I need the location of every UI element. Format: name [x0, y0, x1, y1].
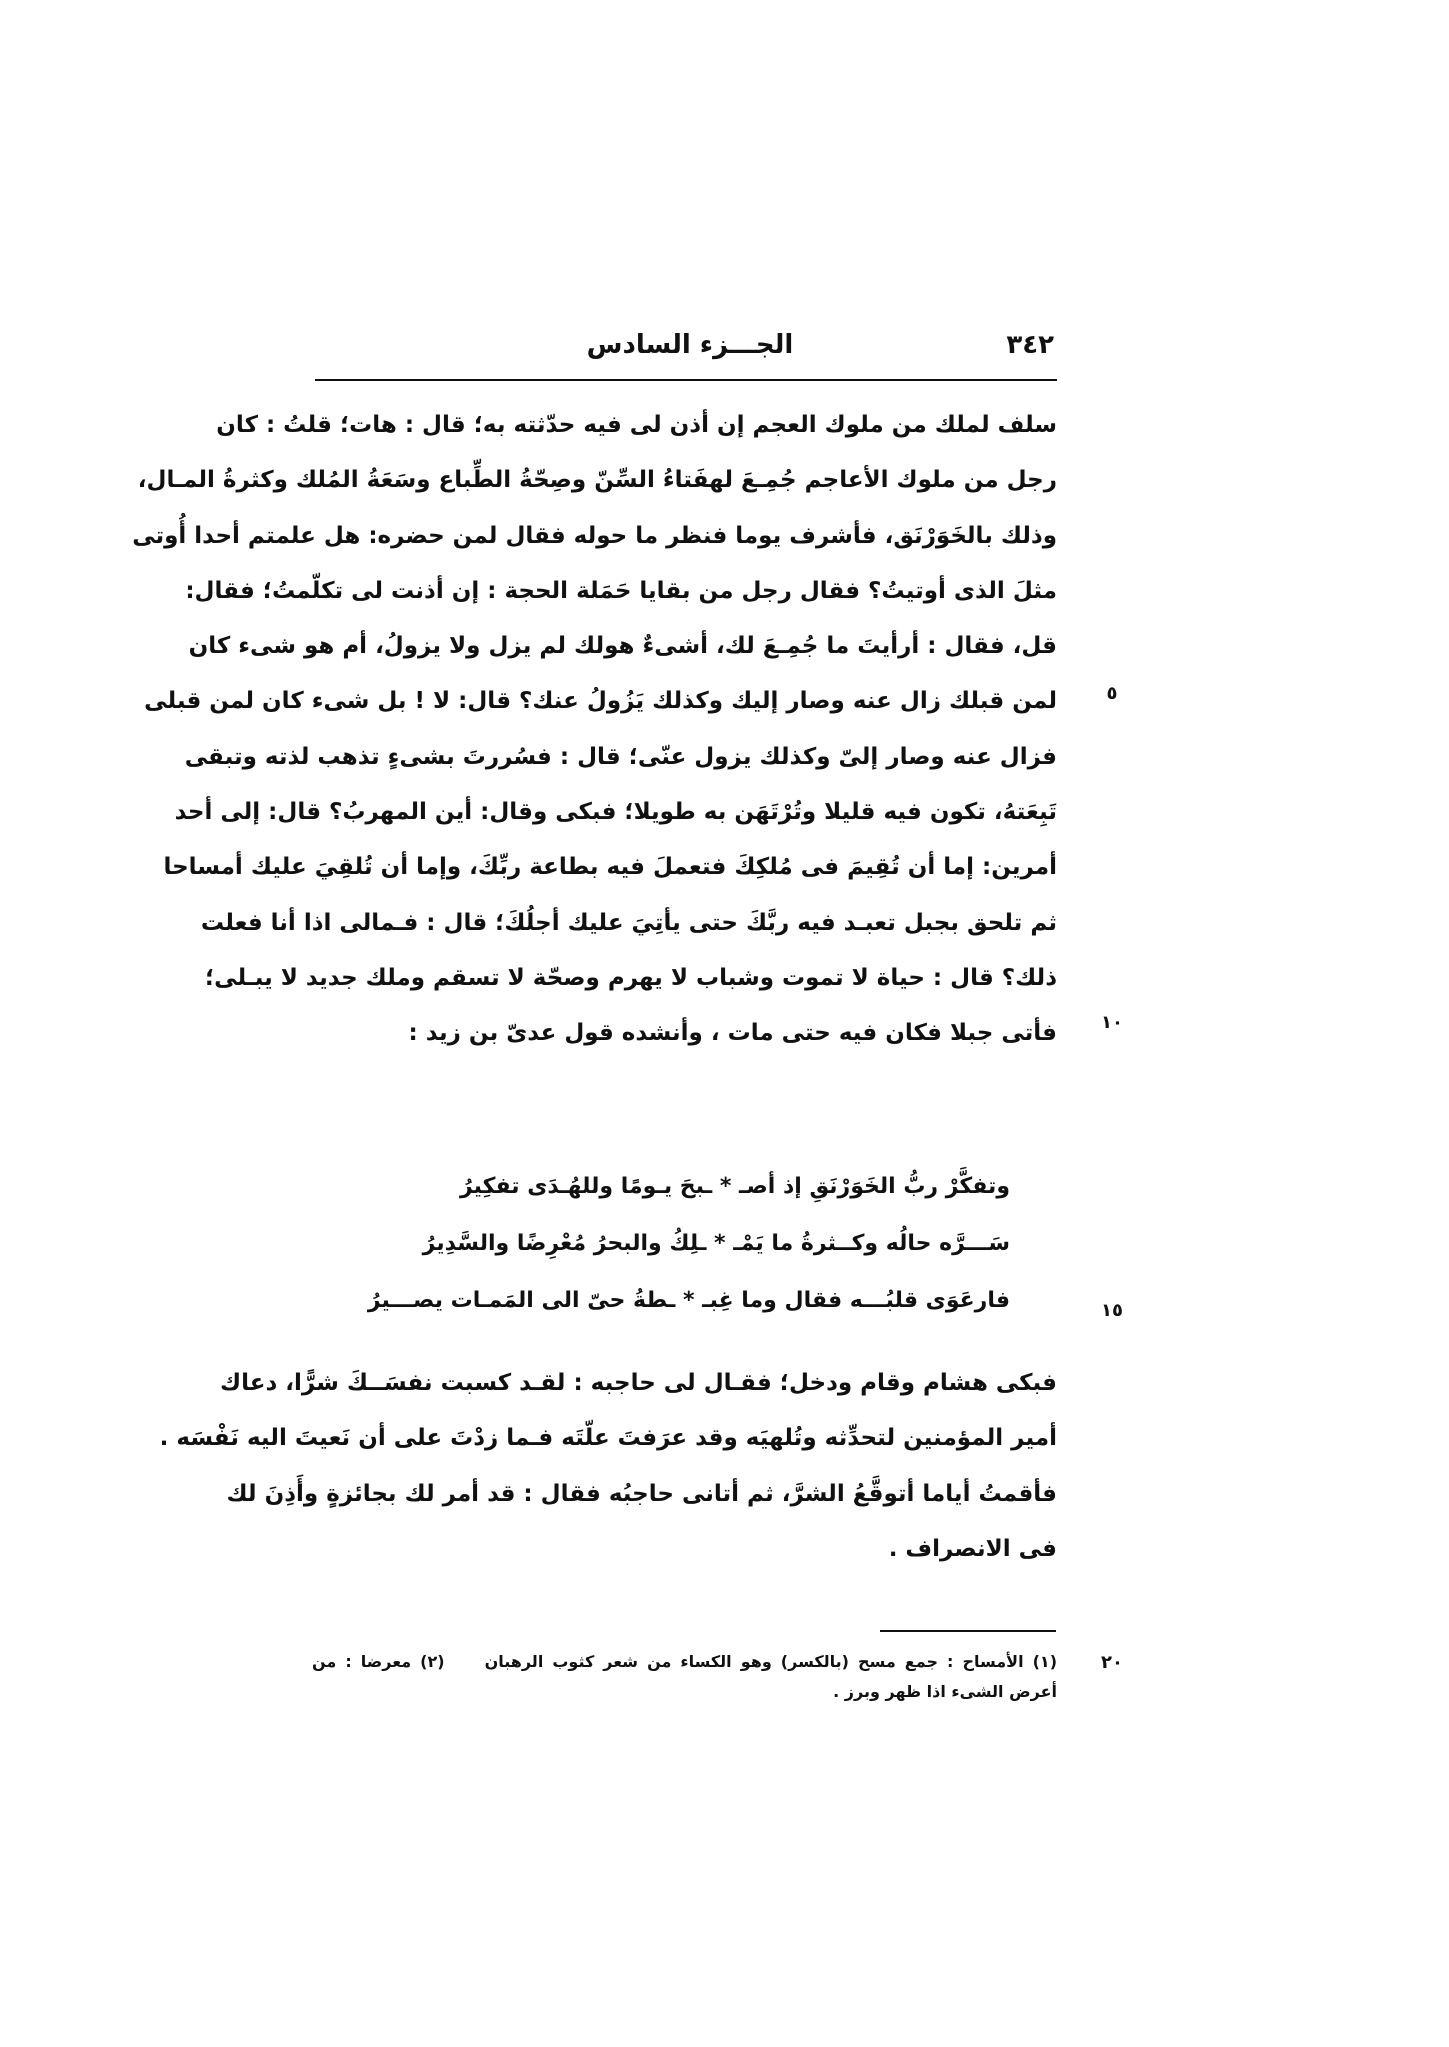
poem-verse: وتفكَّرْ ربُّ الخَوَرْنَقِ إذ أصـ * ـبحَ يـومًا وللهُـدَى تفكِيرُ — [459, 1174, 1010, 1199]
text-line: ثم تلحق بجبل تعبـد فيه ربَّكَ حتى يأتِيَ عليك أجلُكَ؛ قال : فـمالى اذا أنا فعلت — [200, 909, 1057, 936]
text-line: سلف لملك من ملوك العجم إن أذن لى فيه حدّثته به؛ قال : هات؛ قلتُ : كان — [216, 412, 1057, 438]
text-line: فبكى هشام وقام ودخل؛ فقـال لى حاجبه : لقـد كسبت نفسَــكَ شرًّا، دعاك — [220, 1370, 1057, 1396]
header-rule — [315, 379, 1057, 381]
footnote-rule — [880, 1630, 1056, 1632]
text-line: أمرين: إما أن تُقِيمَ فى مُلكِكَ فتعملَ فيه بطاعة ربِّكَ، وإما أن تُلقِيَ عليك أمساحا — [163, 854, 1057, 881]
footnote-line — [312, 1652, 1057, 1671]
body-text-block — [132, 398, 1057, 1062]
text-line: أمير المؤمنين لتحدِّثه وتُلهيَه وقد عرَفتَ علّتَه فـما زدْتَ على أن نَعيتَ اليه نَفْسَه . — [159, 1425, 1057, 1452]
line-number-marker: ٥ — [1106, 683, 1118, 704]
text-line: ذلك؟ قال : حياة لا تموت وشباب لا يهرم وصحّة لا تسقم وملك جديد لا يبـلى؛ — [204, 964, 1057, 991]
body-text-block-2 — [159, 1356, 1057, 1577]
text-line: فأتى جبلا فكان فيه حتى مات ، وأنشده قول عدىّ بن زيد : — [408, 1020, 1057, 1047]
footnote-1: (١) الأمساح : جمع مسح (بالكسر) وهو الكساء من شعر كثوب الرهبان — [484, 1652, 1057, 1671]
poem-verse: سَـــرَّه حالُه وكــثرةُ ما يَمْـ * ـلِكُ والبحرُ مُعْرِضًا والسَّدِيرُ — [422, 1231, 1010, 1256]
text-line: فى الانصراف . — [888, 1535, 1057, 1562]
poem-verse: فارعَوَى قلبُـــه فقال وما غِبـ * ـطةُ حىّ الى المَمـات يصـــيرُ — [367, 1288, 1010, 1313]
text-line: مثلَ الذى أوتيتُ؟ فقال رجل من بقايا حَمَلة الحجة : إن أذنت لى تكلّمتُ؛ فقال: — [185, 577, 1057, 604]
line-number-marker: ١٥ — [1101, 1300, 1123, 1321]
footnote-continuation: أعرض الشىء اذا ظهر وبرز . — [833, 1682, 1057, 1701]
line-number-marker: ١٠ — [1101, 1012, 1123, 1033]
text-line: قل، فقال : أرأيتَ ما جُمِـعَ لك، أشىءٌ هولك لم يزل ولا يزولُ، أم هو شىء كان — [188, 633, 1057, 660]
line-number-marker: ٢٠ — [1101, 1652, 1123, 1673]
text-line: لمن قبلك زال عنه وصار إليك وكذلك يَزُولُ عنك؟ قال: لا ! بل شىء كان لمن قبلى — [144, 688, 1057, 715]
footnote-2: (٢) معرضا : من — [312, 1652, 445, 1671]
text-line: وذلك بالخَوَرْنَق، فأشرف يوما فنظر ما حوله فقال لمن حضره: هل علمتم أحدا أُوتى — [132, 522, 1057, 549]
text-line: رجل من ملوك الأعاجم جُمِـعَ لهفَتاءُ السِّنّ وصِحّةُ الطِّباع وسَعَةُ المُلك وكثرةُ المـال، — [137, 467, 1057, 494]
poem-block — [367, 1158, 1010, 1329]
page-number: ٣٤٢ — [1006, 330, 1054, 360]
running-header-title: الجـــزء السادس — [586, 330, 794, 360]
text-line: فزال عنه وصار إلىّ وكذلك يزول عنّى؛ قال : فسُررتَ بشىءٍ تذهب لذته وتبقى — [184, 743, 1057, 770]
text-line: فأقمتُ أياما أتوقَّعُ الشرَّ، ثم أتانى حاجبُه فقال : قد أمر لك بجائزةٍ وأَذِنَ لك — [226, 1480, 1057, 1507]
text-line: تَبِعَتهُ، تكون فيه قليلا وتُرْتَهَن به طويلا؛ فبكى وقال: أين المهربُ؟ قال: إلى أحد — [174, 799, 1057, 826]
